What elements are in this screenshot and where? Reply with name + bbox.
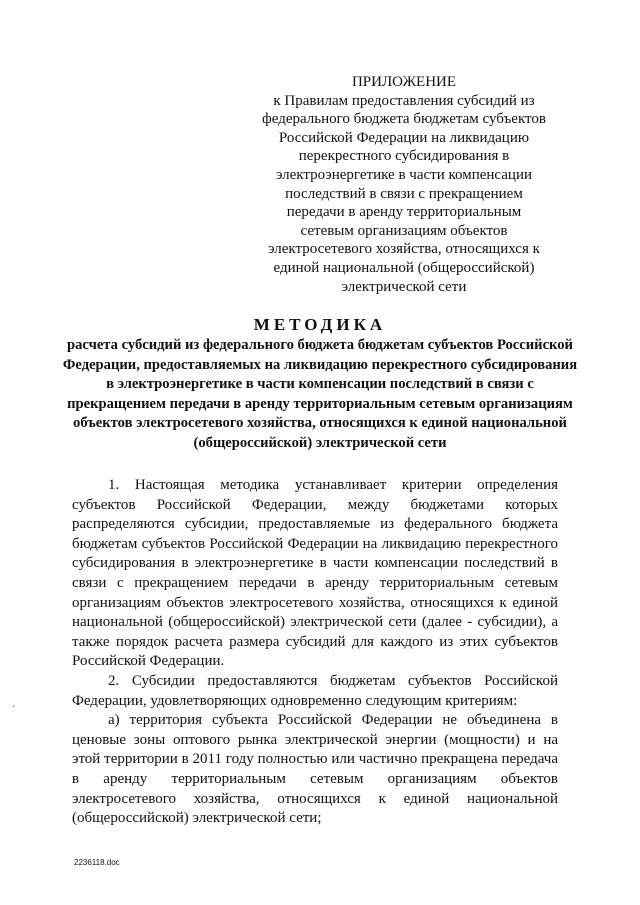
paragraph-1: 1. Настоящая методика устанавливает критерии определения субъектов Российской Федерации, между бюджетами которых распределяются субсидии, предоставляемые из федерального бюджета бюджетам субъектов Российской Федерации на ликвидацию перекрестного субсидирования в электроэнергетике в части компенсации последствий в связи с прекращением передачи в аренду территориальным сетевым организациям объектов электросетевого хозяйства, относящихся к единой национальной (общероссийской) электрической сети (далее - субсидии), а также порядок расчета размера субсидий для каждого из этих субъектов Российской Федерации. xyxy=(72,477,558,670)
footer-filename: 2236118.doc xyxy=(74,858,120,867)
document-body xyxy=(72,476,558,829)
paragraph-2: 2. Субсидии предоставляются бюджетам субъектов Российской Федерации, удовлетворяющих одновременно следующим критериям: xyxy=(72,672,558,709)
margin-mark: · xyxy=(12,702,16,713)
appendix-block xyxy=(262,73,546,296)
title-word: МЕТОДИКА xyxy=(253,315,387,334)
document-title xyxy=(60,314,580,454)
paragraph-3: а) территория субъекта Российской Федерации не объединена в ценовые зоны оптового рынка электрической энергии (мощности) и на этой территории в 2011 году полностью или частично прекращена передача в аренду территориальным сетевым организациям объектов электросетевого хозяйства, относящихся к единой национальной (общероссийской) электрической сети; xyxy=(72,712,558,827)
appendix-text: к Правилам предоставления субсидий из федерального бюджета бюджетам субъектов Российской Федерации на ликвидацию перекрестного субсидирования в электроэнергетике в части компенсации последствий в связи с прекращением передачи в аренду территориальным сетевым организациям объектов электросетевого хозяйства, относящихся к единой национальной (общероссийской) электрической сети xyxy=(262,92,546,295)
title-subtitle: расчета субсидий из федерального бюджета бюджетам субъектов Российской Федерации, предоставляемых на ликвидацию перекрестного субсидирования в электроэнергетике в части компенсации последствий в связи с прекращением передачи в аренду территориальным сетевым организациям объектов электросетевого хозяйства, относящихся к единой национальной (общероссийской) электрической сети xyxy=(62,337,578,451)
appendix-heading: ПРИЛОЖЕНИЕ xyxy=(351,74,457,90)
